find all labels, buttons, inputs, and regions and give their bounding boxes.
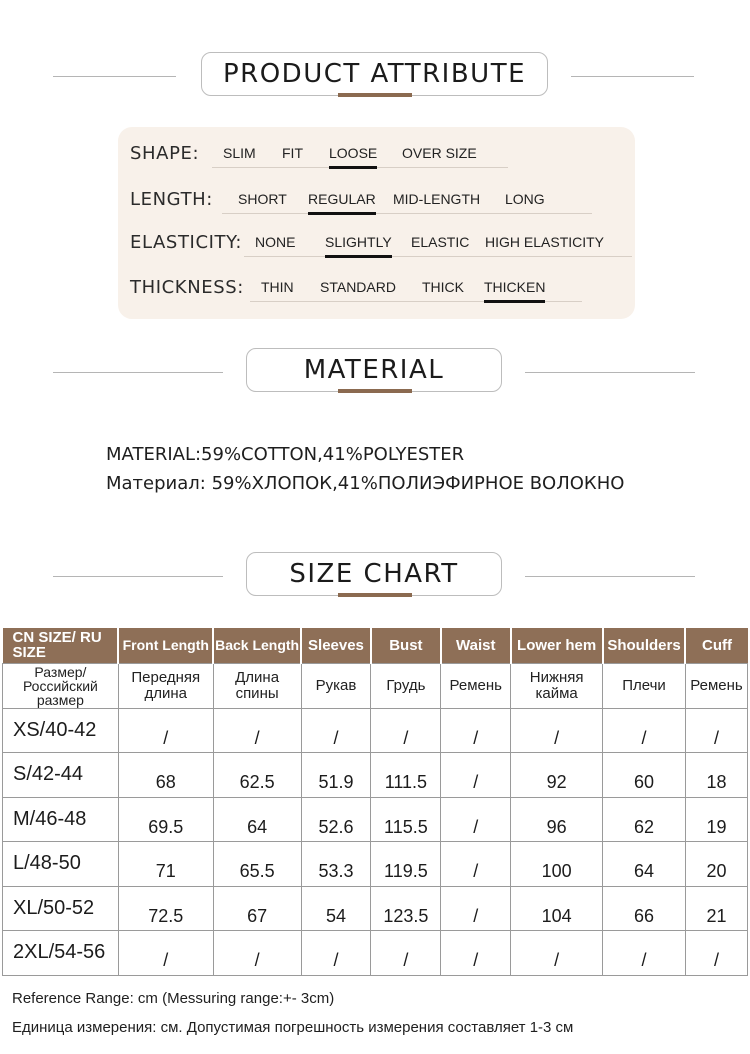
table-cell: / [213,931,301,976]
table-cell: 64 [603,842,686,887]
column-header: Bust [371,628,441,663]
divider-right [525,576,695,577]
attribute-row-shape [130,141,530,171]
attribute-option: STANDARD [320,279,396,295]
attribute-option-selected: THICKEN [484,279,546,295]
table-cell: 21 [685,886,747,931]
table-cell: / [301,931,371,976]
table-cell: 62.5 [213,753,301,798]
table-cell: / [441,797,511,842]
table-cell: / [441,753,511,798]
table-cell: 60 [603,753,686,798]
attribute-option: FIT [282,145,303,161]
table-cell: 66 [603,886,686,931]
table-cell: 92 [511,753,603,798]
table-cell: 52.6 [301,797,371,842]
attribute-option: LONG [505,191,545,207]
title-underline [338,93,412,97]
attribute-key: SHAPE: [130,143,200,164]
column-header-ru: Плечи [603,663,686,708]
table-row [3,931,748,976]
product-attribute-header [0,52,750,102]
attribute-option-selected: REGULAR [308,191,376,207]
table-cell: 54 [301,886,371,931]
table-row [3,753,748,798]
table-cell: 104 [511,886,603,931]
table-cell: / [685,931,747,976]
column-header: Shoulders [603,628,686,663]
table-cell: 123.5 [371,886,441,931]
material-title: MATERIAL [246,348,502,392]
title-underline [338,593,412,597]
size-chart-table [2,628,748,976]
attribute-key: THICKNESS: [130,277,244,298]
table-cell: / [213,708,301,753]
title-underline [338,389,412,393]
column-header: Front Length [118,628,213,663]
size-chart-title: SIZE CHART [246,552,502,596]
table-row [3,797,748,842]
column-header-ru: Длина спины [213,663,301,708]
column-header-ru: Ремень [685,663,747,708]
divider-left [53,76,176,77]
table-cell: / [603,931,686,976]
table-cell: / [603,708,686,753]
table-cell: 65.5 [213,842,301,887]
column-header-ru: Передняя длина [118,663,213,708]
table-cell: 51.9 [301,753,371,798]
table-cell: 96 [511,797,603,842]
attribute-key: LENGTH: [130,189,213,210]
attribute-option: SLIM [223,145,256,161]
column-header-ru: Ремень [441,663,511,708]
divider-right [525,372,695,373]
size-cell: S/42-44 [3,753,119,798]
table-cell: 72.5 [118,886,213,931]
table-row [3,842,748,887]
table-cell: / [118,708,213,753]
table-header-en [3,628,748,663]
table-cell: / [511,708,603,753]
attribute-row-length [130,187,630,217]
column-header-ru: Размер/ Российский размер [3,663,119,708]
size-cell: 2XL/54-56 [3,931,119,976]
size-chart-header [0,552,750,602]
reference-note-ru: Единица измерения: см. Допустимая погрешность измерения составляет 1-3 см [12,1019,574,1036]
attribute-option-selected: LOOSE [329,145,378,161]
column-header: Lower hem [511,628,603,663]
divider-left [53,576,223,577]
table-row [3,886,748,931]
attribute-card [118,127,635,319]
attribute-option: HIGH ELASTICITY [485,234,605,250]
table-cell: / [441,842,511,887]
table-cell: / [118,931,213,976]
column-header-ru: Рукав [301,663,371,708]
column-header: Back Length [213,628,301,663]
attribute-key: ELASTICITY: [130,232,242,253]
attribute-option: OVER SIZE [402,145,477,161]
divider-left [53,372,223,373]
table-cell: / [301,708,371,753]
column-header: Waist [441,628,511,663]
divider-right [571,76,694,77]
attribute-option: THIN [261,279,294,295]
attribute-option: ELASTIC [411,234,470,250]
table-cell: / [511,931,603,976]
table-cell: 20 [685,842,747,887]
material-text-en: MATERIAL:59%COTTON,41%POLYESTER [106,444,465,465]
table-cell: / [371,931,441,976]
reference-note-en: Reference Range: cm (Messuring range:+- 3cm) [12,990,335,1007]
size-cell: M/46-48 [3,797,119,842]
material-text-ru: Материал: 59%ХЛОПОК,41%ПОЛИЭФИРНОЕ ВОЛОКНО [106,473,625,494]
table-cell: 18 [685,753,747,798]
table-cell: / [371,708,441,753]
table-cell: / [441,931,511,976]
column-header: Sleeves [301,628,371,663]
table-cell: 100 [511,842,603,887]
table-cell: 115.5 [371,797,441,842]
column-header: Cuff [685,628,747,663]
table-cell: 67 [213,886,301,931]
attribute-option: SHORT [238,191,287,207]
table-header-ru [3,663,748,708]
size-cell: XS/40-42 [3,708,119,753]
table-cell: 68 [118,753,213,798]
column-header: CN SIZE/ RU SIZE [3,628,119,663]
attribute-option: NONE [255,234,296,250]
size-cell: XL/50-52 [3,886,119,931]
attribute-row-thickness [130,275,590,305]
table-cell: 71 [118,842,213,887]
table-cell: 64 [213,797,301,842]
table-cell: 53.3 [301,842,371,887]
column-header-ru: Грудь [371,663,441,708]
material-header [0,348,750,398]
table-cell: 62 [603,797,686,842]
table-cell: 111.5 [371,753,441,798]
table-cell: / [441,886,511,931]
product-attribute-title: PRODUCT ATTRIBUTE [201,52,548,96]
column-header-ru: Нижняя кайма [511,663,603,708]
table-cell: 69.5 [118,797,213,842]
attribute-option: MID-LENGTH [393,191,481,207]
attribute-option-selected: SLIGHTLY [325,234,392,250]
table-row [3,708,748,753]
table-cell: / [441,708,511,753]
size-cell: L/48-50 [3,842,119,887]
attribute-row-elasticity [130,230,635,260]
table-cell: 19 [685,797,747,842]
table-cell: 119.5 [371,842,441,887]
table-cell: / [685,708,747,753]
attribute-option: THICK [422,279,464,295]
